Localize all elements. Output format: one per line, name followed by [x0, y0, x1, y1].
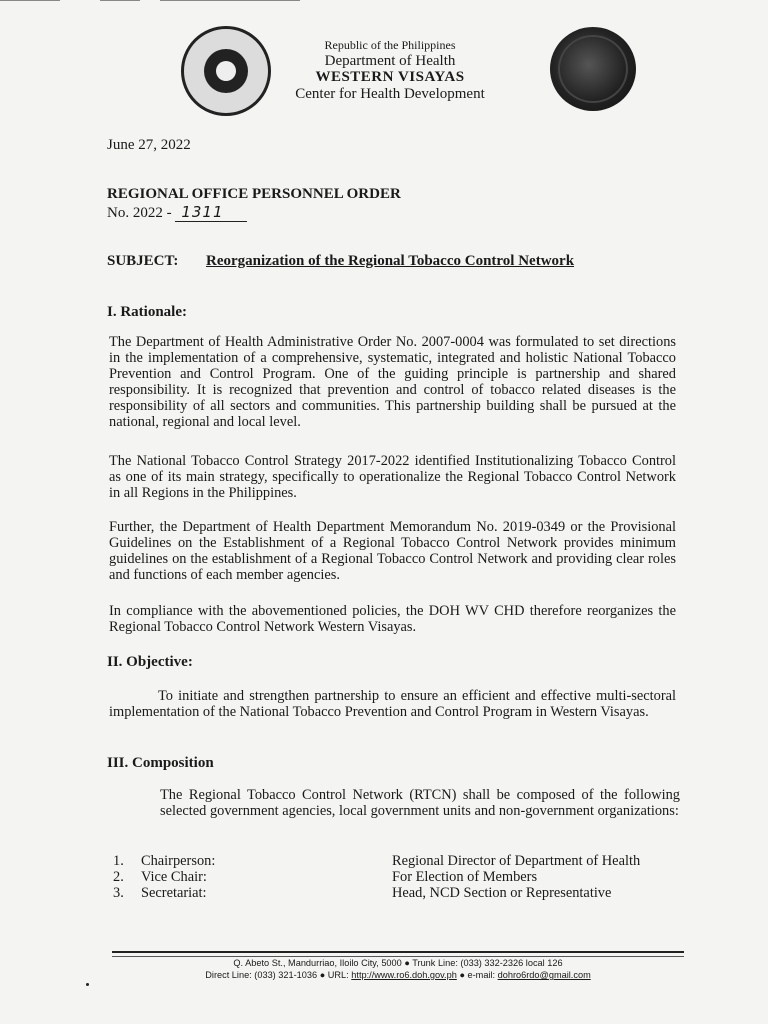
section-objective-heading: II. Objective: — [107, 654, 193, 670]
footer-url-link[interactable]: http://www.ro6.doh.gov.ph — [351, 970, 457, 980]
order-number — [107, 203, 247, 222]
composition-paragraph: The Regional Tobacco Control Network (RTCN) shall be composed of the following selected government agencies, local government units and non-government organizations: — [160, 787, 680, 819]
footer-direct-line: Direct Line: (033) 321-1036 ● — [205, 970, 326, 980]
header-center: Center for Health Development — [295, 86, 485, 102]
header-region: WESTERN VISAYAS — [315, 69, 465, 85]
chd-logo-icon — [550, 27, 636, 111]
subject-text: Reorganization of the Regional Tobacco Control Network — [206, 253, 575, 269]
subject-label: SUBJECT: — [107, 253, 179, 269]
footer-divider — [112, 951, 684, 953]
rationale-paragraph-4: In compliance with the abovementioned policies, the DOH WV CHD therefore reorganizes the Regional Tobacco Control Network Western Visayas. — [109, 603, 676, 635]
footer-address: Q. Abeto St., Mandurriao, Iloilo City, 5000 ● Trunk Line: (033) 332-2326 local 126 — [233, 958, 563, 968]
doh-seal-icon — [181, 26, 271, 116]
list-item: 2. Vice Chair: For Election of Members — [113, 869, 538, 885]
footer-url-label: URL: — [327, 970, 349, 980]
footer-email-label: ● e-mail: — [459, 970, 496, 980]
header-republic: Republic of the Philippines — [324, 38, 456, 52]
footer-email-link[interactable]: dohro6rdo@gmail.com — [497, 970, 591, 980]
list-item: 3. Secretariat: Head, NCD Section or Representative — [113, 885, 612, 901]
scan-artifact — [100, 0, 140, 1]
scan-artifact — [160, 0, 300, 1]
order-number-prefix: No. 2022 - — [107, 205, 172, 221]
scan-artifact — [0, 0, 60, 1]
composition-list — [113, 853, 641, 901]
document-date: June 27, 2022 — [107, 137, 191, 153]
footer-contact — [112, 969, 684, 981]
list-item: 1. Chairperson: Regional Director of Department of Health — [113, 853, 641, 869]
rationale-paragraph-3: Further, the Department of Health Department Memorandum No. 2019-0349 or the Provisional Guidelines on the Establishment of a Regional Tobacco Control Network provides minimum guidelines on the establishment of a Regional Tobacco Control Network and providing clear roles and functions of each member agencies. — [109, 519, 676, 583]
section-composition-heading: III. Composition — [107, 755, 214, 771]
header-department: Department of Health — [324, 53, 456, 69]
order-number-handwritten: 1311 — [175, 203, 247, 222]
objective-paragraph: To initiate and strengthen partnership to ensure an efficient and effective multi-sectoral implementation of the National Tobacco Prevention and Control Program in Western Visayas. — [109, 688, 676, 720]
order-title: REGIONAL OFFICE PERSONNEL ORDER — [107, 186, 401, 202]
scan-dot — [86, 983, 89, 986]
section-rationale-heading: I. Rationale: — [107, 304, 187, 320]
rationale-paragraph-1: The Department of Health Administrative Order No. 2007-0004 was formulated to set directions in the implementation of a comprehensive, systematic, integrated and holistic National Tobacco Prevention and Control Program. One of the guiding principle is partnership and shared responsibility. It is recognized that prevention and control of tobacco related diseases is the responsibility of all sectors and communities. This partnership building shall be pursued at the national, regional and local level. — [109, 334, 676, 430]
rationale-paragraph-2: The National Tobacco Control Strategy 2017-2022 identified Institutionalizing Tobacco Control as one of its main strategy, specifically to operationalize the Regional Tobacco Control Network in all Regions in the Philippines. — [109, 453, 676, 501]
